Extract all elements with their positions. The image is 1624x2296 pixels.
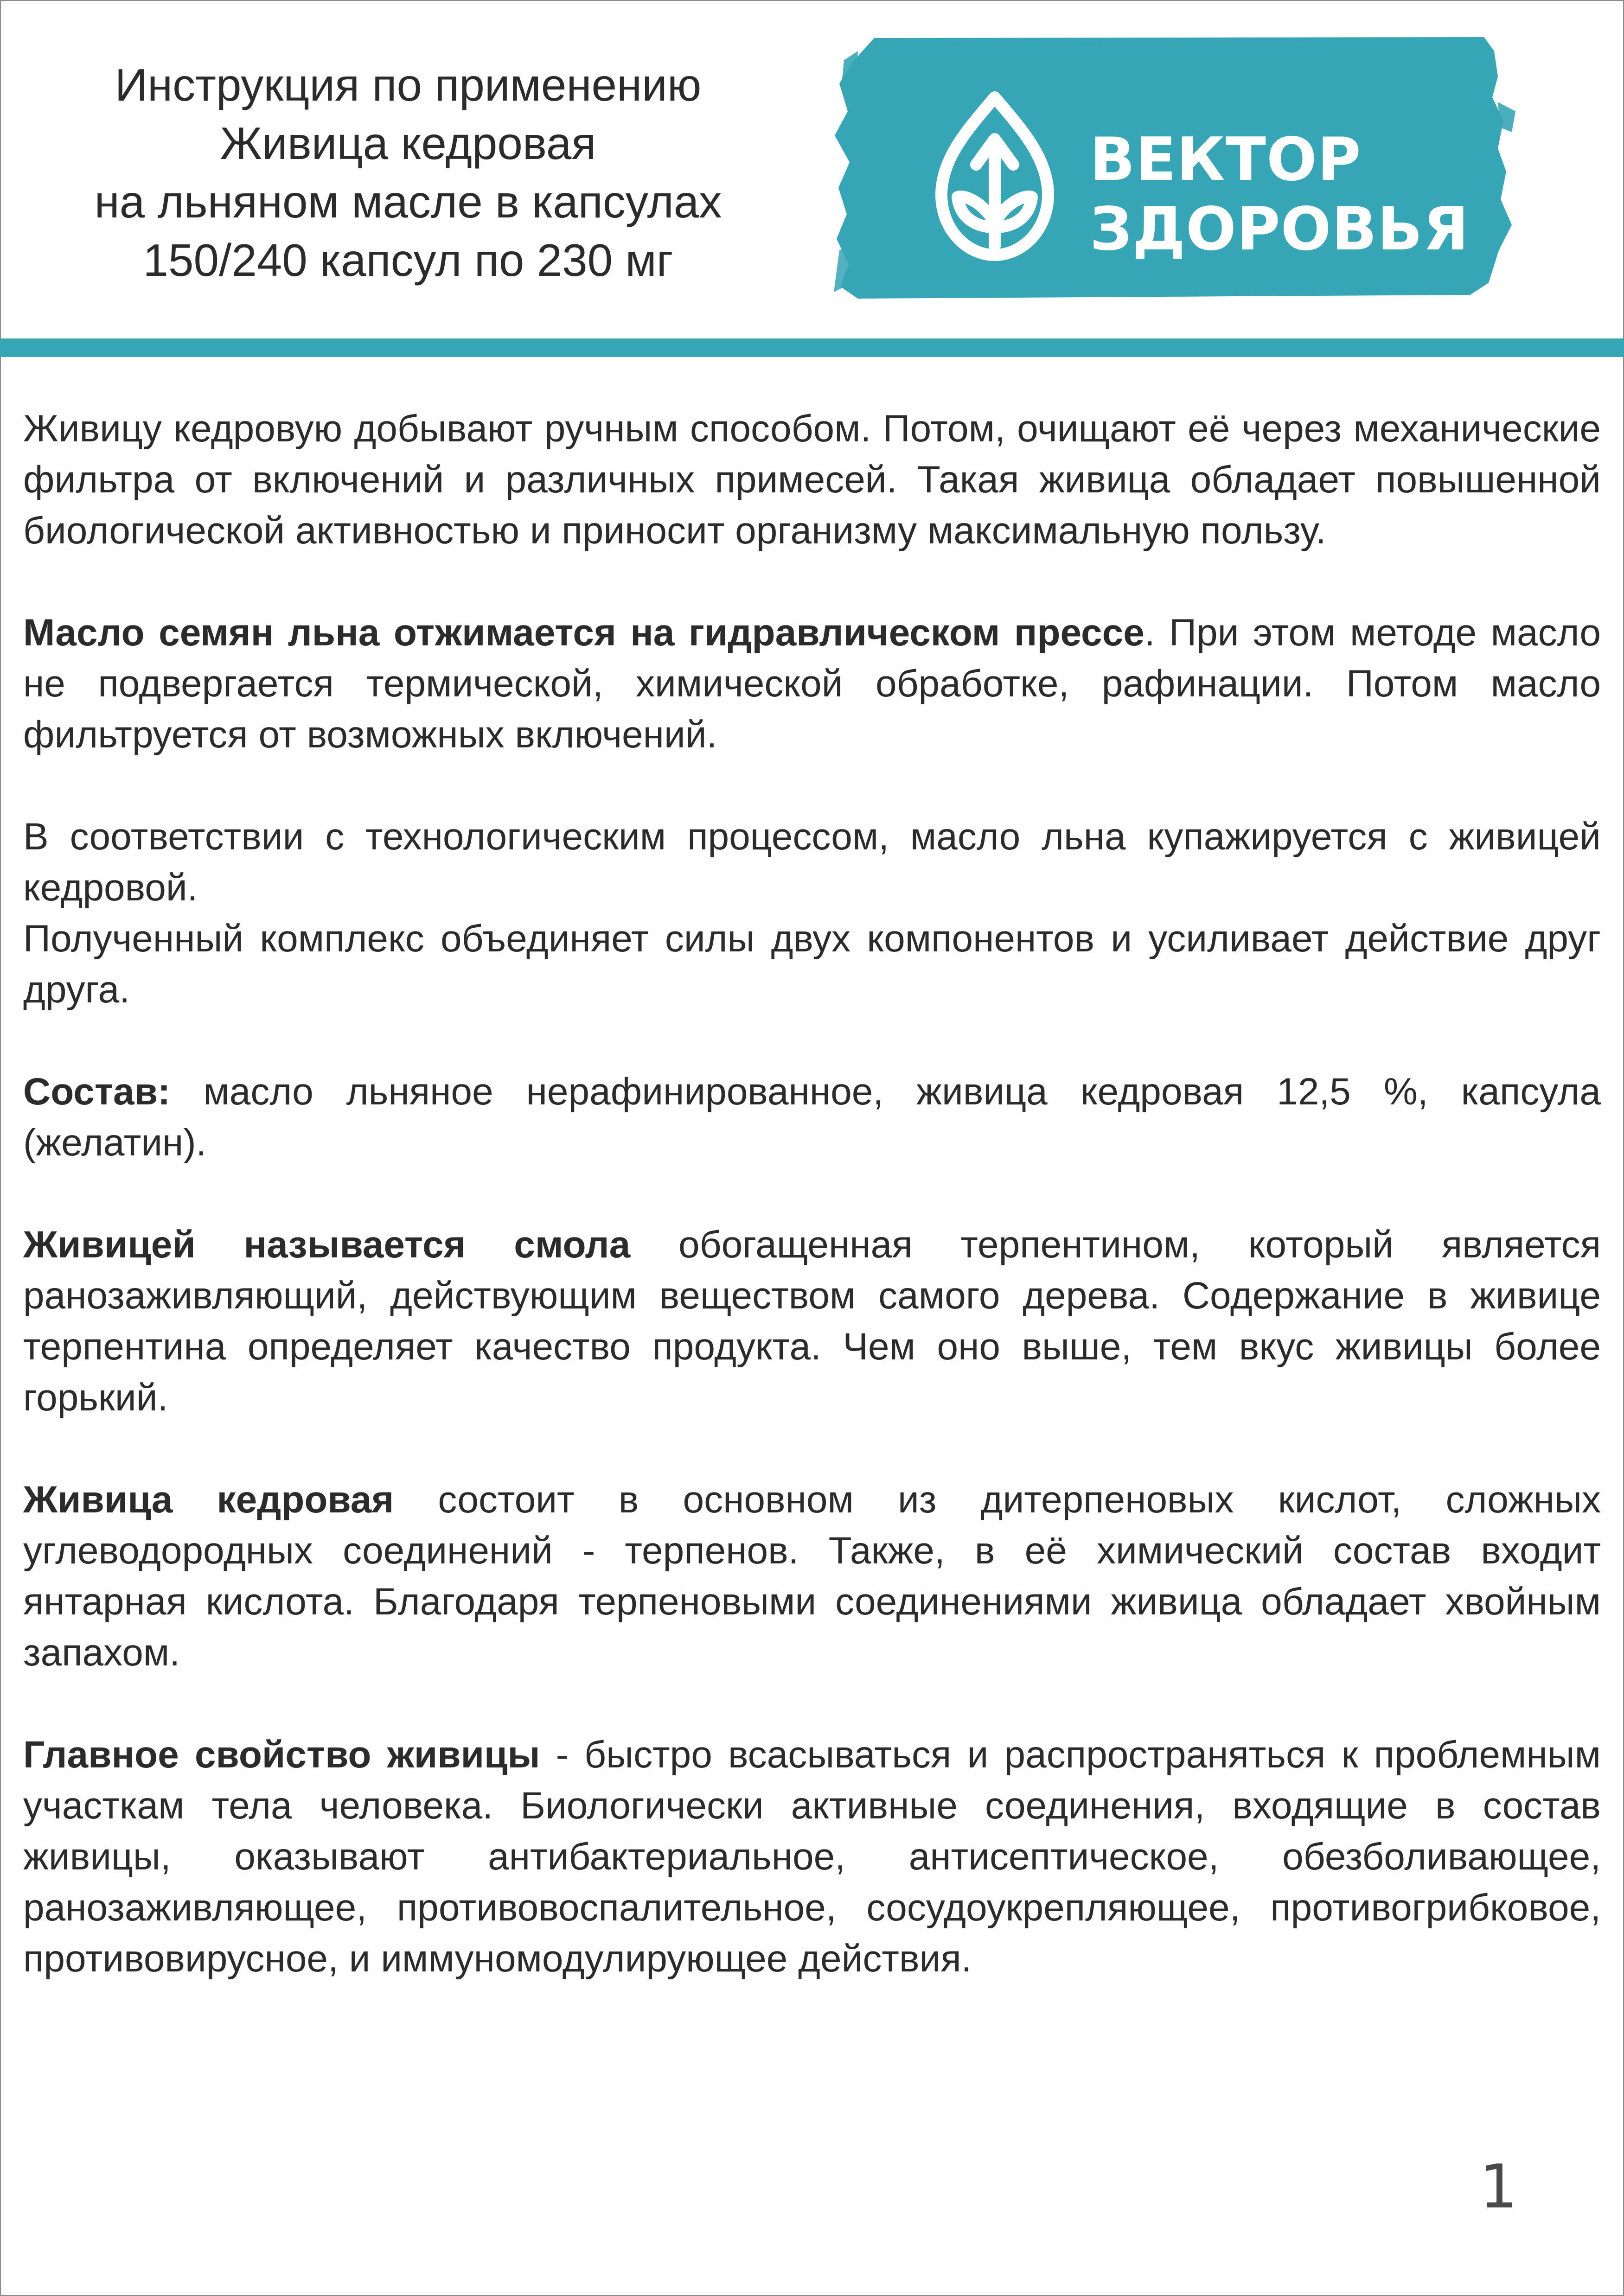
brand-logo xyxy=(830,32,1516,301)
header-divider xyxy=(0,338,1624,357)
paragraph-text: Полученный комплекс объединяет силы двух компонентов и усиливает действие друг друга. xyxy=(23,918,1601,1011)
paragraph-text: масло льняное нерафинированное, живица кедровая 12,5 %, капсула (желатин). xyxy=(23,1071,1601,1164)
paragraph-bold-lead: Живица кедровая xyxy=(23,1479,394,1521)
paragraph-bold-lead: Состав: xyxy=(23,1071,171,1113)
title-line-3: на льняном масле в капсулах xyxy=(94,176,722,227)
paragraph-blending xyxy=(23,811,1601,913)
paragraph-text: . При этом методе масло не подвергается термической, химической обработке, рафинации. Потом масло фильтруется от возможных включений. xyxy=(23,612,1601,756)
paragraph-linseed-oil xyxy=(23,607,1601,760)
paragraph-resin-definition xyxy=(23,1219,1601,1423)
paragraph-text: В соответствии с технологическим процессом, масло льна купажируется с живицей кедровой. xyxy=(23,816,1601,909)
paragraph-bold-lead: Главное свойство живицы xyxy=(23,1734,540,1776)
document-title xyxy=(46,56,770,289)
logo-wordmark-line-1: ВЕКТОР xyxy=(1090,125,1362,194)
paragraph-bold-lead: Масло семян льна отжимается на гидравлическом прессе xyxy=(23,612,1144,654)
paragraph-main-property xyxy=(23,1729,1601,1984)
paragraph-complex xyxy=(23,913,1601,1015)
page-number: 1 xyxy=(1479,2151,1518,2222)
paragraph-extraction xyxy=(23,403,1601,556)
logo-wordmark-line-2: ЗДОРОВЬЯ xyxy=(1090,195,1470,264)
paragraph-bold-lead: Живицей называется смола xyxy=(23,1224,631,1266)
paragraph-text: Живицу кедровую добывают ручным способом. Потом, очищают её через механические фильтра от включений и различных примесей. Такая живица обладает повышенной биологической активностью и приносит организму максимальную пользу. xyxy=(23,408,1601,552)
title-line-1: Инструкция по применению xyxy=(115,59,702,110)
paragraph-cedar-resin xyxy=(23,1474,1601,1678)
paragraph-text: обогащенная терпентином, который является ранозаживляющий, действующим веществом самого дерева. Содержание в живице терпентина определяет качество продукта. Чем оно выше, тем вкус живицы более горький. xyxy=(23,1224,1601,1419)
logo-wordmark xyxy=(1090,125,1469,264)
paragraph-composition xyxy=(23,1066,1601,1168)
paragraph-text: состоит в основном из дитерпеновых кислот, сложных углеводородных соединений - терпенов. Также, в её химический состав входит янтарная кислота. Благодаря терпеновыми соединениями живица обладает хвойным запахом. xyxy=(23,1479,1601,1674)
title-line-2: Живица кедровая xyxy=(220,118,596,169)
paragraph-text: - быстро всасываться и распространяться к проблемным участкам тела человека. Биологически активные соединения, входящие в состав живицы, оказывают антибактериальное, антисептическое, обезболивающее, ранозаживляющее, противовоспалительное, сосудоукрепляющее, противогрибковое, противовирусное, и иммуномодулирующее действия. xyxy=(23,1734,1601,1980)
document-body xyxy=(23,403,1601,2035)
title-line-4: 150/240 капсул по 230 мг xyxy=(143,235,673,286)
